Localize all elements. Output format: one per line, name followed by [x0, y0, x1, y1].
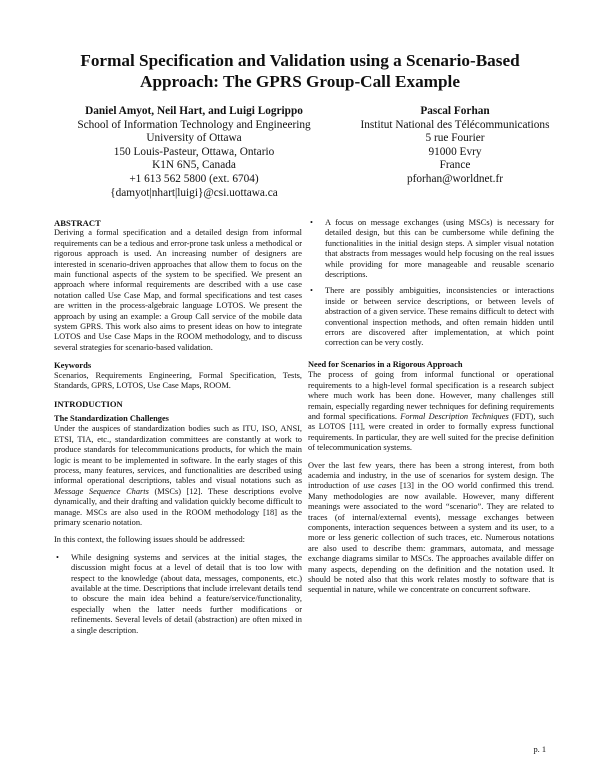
title-line-1: Formal Specification and Validation using a Scenario-Based	[80, 51, 520, 70]
phone-number: +1 613 562 5800 (ext. 6704)	[129, 172, 259, 185]
list-item: • There are possibly ambiguities, inconsistencies or interactions inside or between service descriptions, or between levels of abstraction of a given service. These remains difficult to detect with conventional inspection methods, and often remain hidden until errors are discovered after implementation, at which point correction can be very costly.	[310, 286, 554, 348]
author-block-int	[360, 105, 550, 187]
bullet-mark: •	[310, 286, 313, 296]
fdt-term: Formal Description Techniques	[400, 411, 509, 421]
author-section	[40, 105, 560, 205]
bullet-mark: •	[310, 218, 313, 227]
use-cases-term: use cases	[363, 481, 397, 491]
author-names: Daniel Amyot, Neil Hart, and Luigi Logrippo	[85, 105, 303, 117]
intro-paragraph-1: Under the auspices of standardization bodies such as ITU, ISO, ANSI, ETSI, TIA, etc., standardization committees are constantly at work to produce standards for telecommunications products, for which the main logic is meant to be implemented in software. In the early stages of this process, many features, services, and functionalities are described using informal operational descriptions, tables and visual notations such as Message Sequence Charts (MSCs) [12]. These descriptions evolve dynamically, and their drafting and validation quickly become difficult to manage. MSCs are also used in the ROOM methodology [18] as the primary scenario notation.	[54, 424, 302, 527]
abstract-text: Deriving a formal specification and a detailed design from informal requirements can be a tedious and error-prone task unless a methodical or rigorous approach is used. An increasing number of designers are interested in scenario-driven approaches that allow them to focus on the main functional aspects of the system to be specified. We present an approach where informal requirements are described with a use case notation called Use Case Map, and formal specifications and test cases are written in the process-algebraic language LOTOS. We present the approach by using an example: a Group Call service of the mobile data system GPRS. This work also aims to present ideas on how to integrate LOTOS and Use Case Maps in the ROOM methodology, and to discuss several strategies for scenario-based validation.	[54, 228, 302, 352]
title-line-2: Approach: The GPRS Group-Call Example	[140, 72, 460, 91]
keywords-heading: Keywords	[54, 360, 92, 371]
intro-paragraph-2: In this context, the following issues should be addressed:	[54, 535, 245, 545]
address-postal: K1N 6N5, Canada	[152, 159, 236, 172]
author-name-forhan: Pascal Forhan	[420, 105, 490, 117]
address-street: 150 Louis-Pasteur, Ottawa, Ontario	[113, 145, 275, 158]
affiliation-int: Institut National des Télécommunications	[360, 118, 550, 131]
issues-list-continued	[308, 218, 554, 349]
bullet-mark: •	[56, 552, 59, 562]
address-street-fr: 5 rue Fourier	[425, 132, 485, 145]
address-country: France	[439, 159, 471, 172]
page-number: p. 1	[533, 745, 546, 754]
paper-title	[40, 50, 560, 92]
keywords-text: Scenarios, Requirements Engineering, Formal Specification, Tests, Standards, GPRS, LOTOS, Use Case Maps, ROOM.	[54, 370, 302, 391]
need-paragraph-1: The process of going from informal functional or operational requirements to a high-level formal specification is a research subject where much work has been done. However, many challenges still remain, especially regarding newer techniques for defining requirements and formal specifications. Formal Description Techniques (FDT), such as LOTOS [11], were created in order to formally express functional requirements. In particular, they are well suited for the precise definition of telecommunication systems.	[308, 370, 554, 453]
list-item: • A focus on message exchanges (using MSCs) is necessary for detailed design, but this can be cumbersome while defining the functionalities in the initial design steps. A simpler visual notation that abstracts from messages would help focusing on the real issues while providing for more manageable and reusable scenario descriptions.	[310, 218, 554, 280]
affiliation-school: School of Information Technology and Engineering	[77, 118, 311, 131]
abstract-heading: ABSTRACT	[54, 218, 101, 228]
author-block-ottawa	[44, 105, 344, 200]
introduction-heading: INTRODUCTION	[54, 398, 123, 409]
right-column	[308, 218, 554, 596]
list-item: • While designing systems and services at the initial stages, the discussion might focus at a level of detail that is too low with respect to the knowledge (about data, messages, components, etc.) available at the time. Descriptions that include irrelevant details tend to obscure the main idea behind a feature/service/functionality, especially when the latter needs further modifications or refinements. Several levels of detail (abstraction) are often mixed in a single description.	[56, 552, 302, 635]
need-scenarios-subheading: Need for Scenarios in a Rigorous Approach	[308, 359, 463, 369]
author-emails: {damyot|nhart|luigi}@csi.uottawa.ca	[110, 186, 278, 199]
address-city-fr: 91000 Evry	[428, 145, 482, 158]
left-column	[54, 218, 302, 642]
author-email-forhan: pforhan@worldnet.fr	[406, 172, 504, 185]
msc-term: Message Sequence Charts	[54, 486, 149, 496]
affiliation-university: University of Ottawa	[146, 132, 242, 145]
issues-list	[54, 553, 302, 636]
standardization-subheading: The Standardization Challenges	[54, 413, 169, 423]
need-paragraph-2: Over the last few years, there has been a strong interest, from both academia and industry, in the use of scenarios for system design. The introduction of use cases [13] in the OO world confirmed this trend. Many methodologies are now available. However, many different meanings were associated to the word “scenario”. They are related to traces (of internal/external events), message exchanges between components, interaction sequences between a system and its user, to a more or less generic collection of such traces, etc. Numerous notations are also used to describe them: grammars, automata, and message exchange diagrams similar to MSCs. The approaches available differ on many aspects, depending on the definition and the notation used. It should be noted also that this work relates mostly to software that is sequential in nature, while we concentrate on concurrent software.	[308, 460, 554, 595]
